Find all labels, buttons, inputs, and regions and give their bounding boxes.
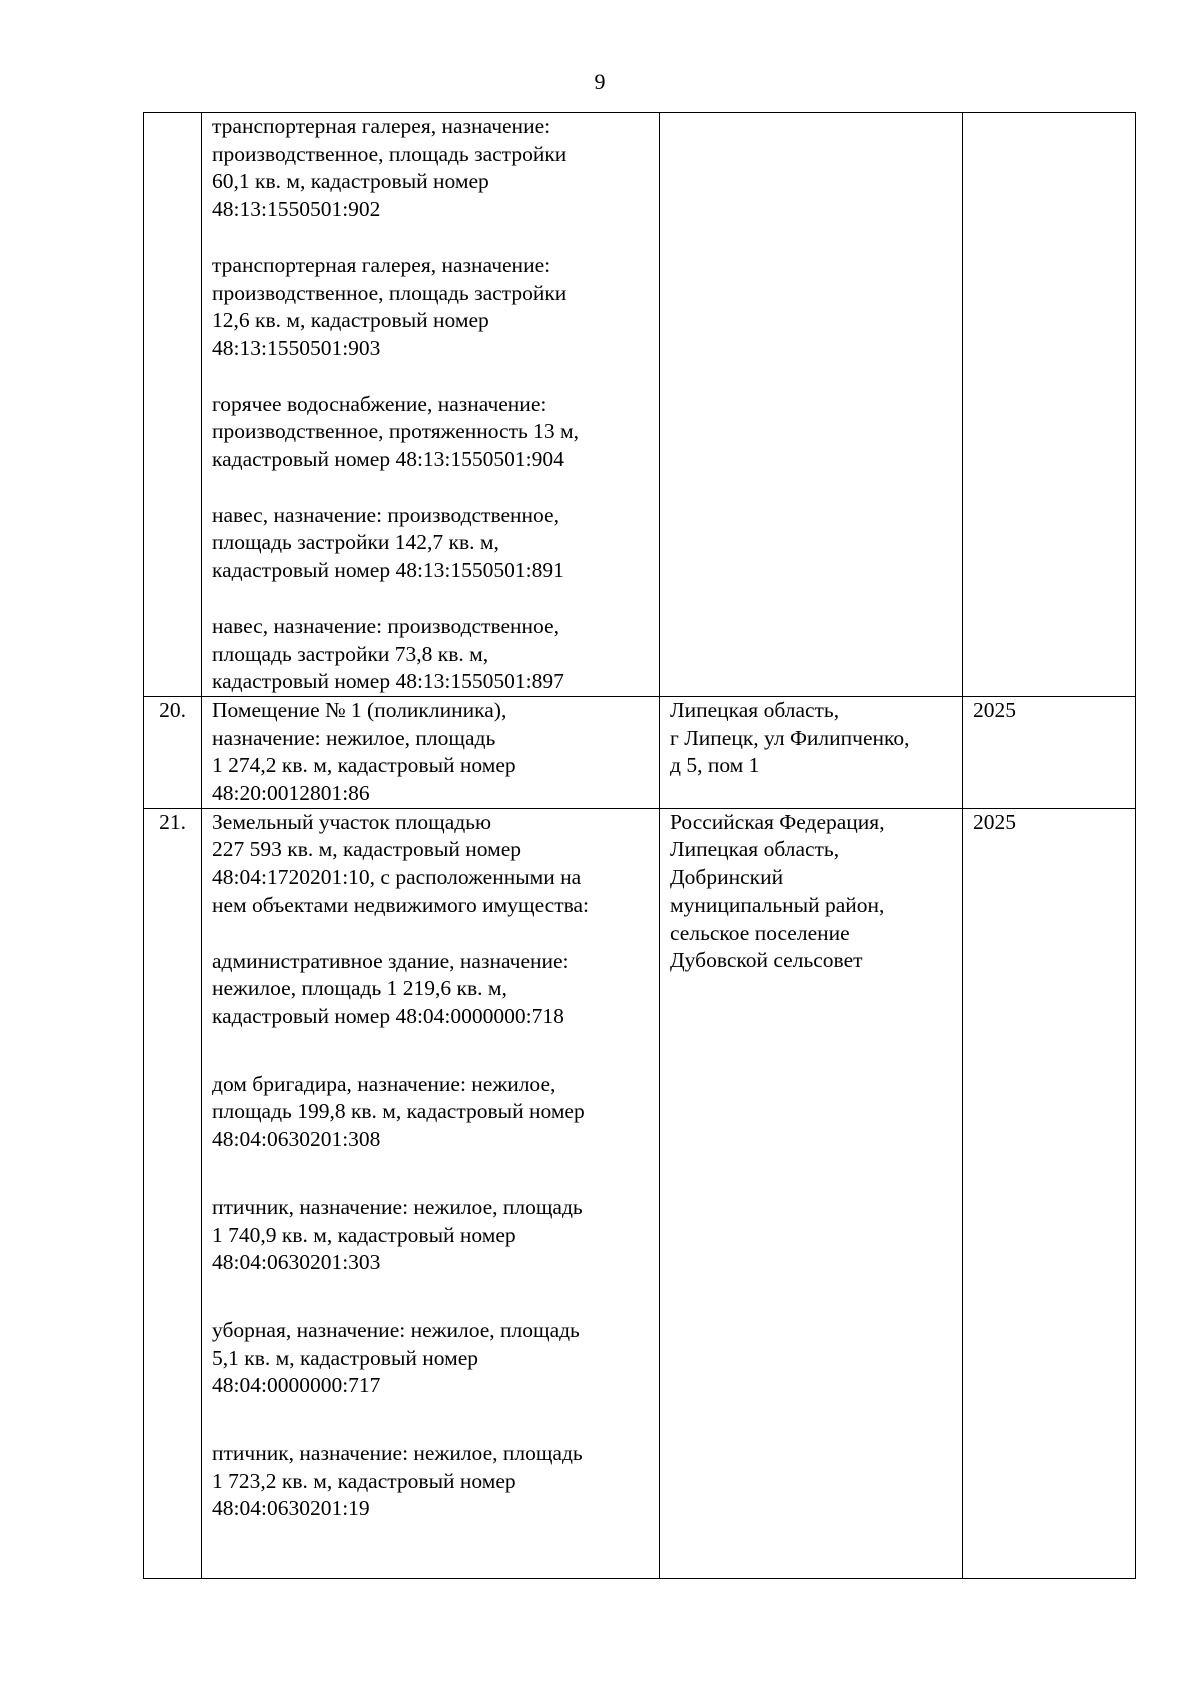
- object-item: уборная, назначение: нежилое, площадь 5,1 кв. м, кадастровый номер 48:04:0000000:717: [212, 1317, 580, 1398]
- address-cell: [660, 808, 963, 1578]
- object-description-cell: [202, 696, 660, 808]
- object-description-cell: [202, 113, 660, 697]
- object-item: птичник, назначение: нежилое, площадь 1 740,9 кв. м, кадастровый номер 48:04:0630201:303: [212, 1194, 583, 1275]
- table-row-21: [144, 808, 1136, 1578]
- object-item: транспортерная галерея, назначение: производственное, площадь застройки 60,1 кв. м, кадастровый номер 48:13:1550501:902: [212, 114, 567, 222]
- address-text: Российская Федерация, Липецкая область, Добринский муниципальный район, сельское поселение Дубовской сельсовет: [670, 809, 885, 973]
- address-cell: [660, 696, 963, 808]
- table-row-continued: [144, 113, 1136, 697]
- row-number-cell: [144, 113, 202, 697]
- row-number-cell: 20.: [144, 696, 202, 808]
- property-table: [143, 112, 1136, 1579]
- object-intro: Земельный участок площадью 227 593 кв. м, кадастровый номер 48:04:1720201:10, с расположенными на нем объектами недвижимого имущества:: [212, 809, 589, 917]
- object-item: дом бригадира, назначение: нежилое, площадь 199,8 кв. м, кадастровый номер 48:04:0630201:308: [212, 1071, 585, 1152]
- object-item: навес, назначение: производственное, площадь застройки 73,8 кв. м, кадастровый номер 48:13:1550501:897: [212, 613, 564, 694]
- row-number-cell: 21.: [144, 808, 202, 1578]
- address-cell: [660, 113, 963, 697]
- object-item: горячее водоснабжение, назначение: производственное, протяженность 13 м, кадастровый номер 48:13:1550501:904: [212, 391, 580, 472]
- object-item: навес, назначение: производственное, площадь застройки 142,7 кв. м, кадастровый номер 48:13:1550501:891: [212, 502, 564, 583]
- object-item: административное здание, назначение: нежилое, площадь 1 219,6 кв. м, кадастровый номер 48:04:0000000:718: [212, 948, 569, 1028]
- year-cell: 2025: [963, 696, 1136, 808]
- year-cell: [963, 113, 1136, 697]
- year-cell: 2025: [963, 808, 1136, 1578]
- table-row-20: [144, 696, 1136, 808]
- object-description-cell: [202, 808, 660, 1578]
- page-number: 9: [594, 69, 606, 94]
- address-text: Липецкая область, г Липецк, ул Филипченко, д 5, пом 1: [670, 697, 910, 778]
- object-item: транспортерная галерея, назначение: производственное, площадь застройки 12,6 кв. м, кадастровый номер 48:13:1550501:903: [212, 252, 567, 360]
- object-item: Помещение № 1 (поликлиника), назначение: нежилое, площадь 1 274,2 кв. м, кадастровый номер 48:20:0012801:86: [212, 697, 516, 806]
- object-item: птичник, назначение: нежилое, площадь 1 723,2 кв. м, кадастровый номер 48:04:0630201:19: [212, 1441, 583, 1521]
